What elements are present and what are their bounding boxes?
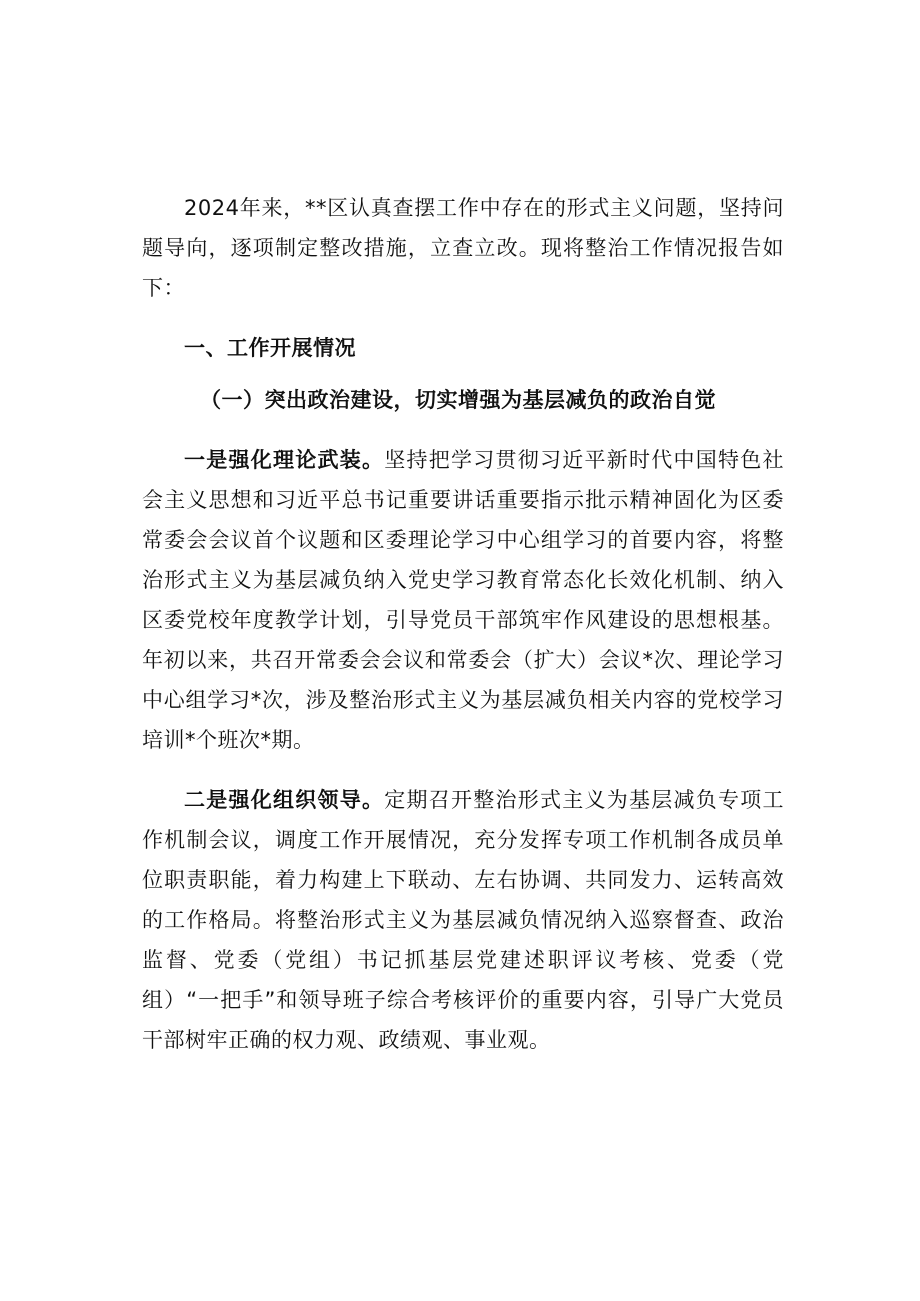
intro-paragraph: 2024年来，**区认真查摆工作中存在的形式主义问题，坚持问题导向，逐项制定整改措施，立查立改。现将整治工作情况报告如下：: [142, 196, 784, 300]
paragraph-theory-body: 坚持把学习贯彻习近平新时代中国特色社会主义思想和习近平总书记重要讲话重要指示批示精神固化为区委常委会会议首个议题和区委理论学习中心组学习的首要内容，将整治形式主义为基层减负纳入党史学习教育常态化长效化机制、纳入区委党校年度教学计划，引导党员干部筑牢作风建设的思想根基。年初以来，共召开常委会会议和常委会（扩大）会议*次、理论学习中心组学习*次，涉及整治形式主义为基层减负相关内容的党校学习培训*个班次*期。: [142, 448, 784, 752]
document-body: [142, 188, 784, 1060]
paragraph-organization: [142, 780, 784, 1060]
paragraph-theory-lead: 一是强化理论武装。: [184, 448, 385, 472]
paragraph-organization-body: 定期召开整治形式主义为基层减负专项工作机制会议，调度工作开展情况，充分发挥专项工作机制各成员单位职责职能，着力构建上下联动、左右协调、共同发力、运转高效的工作格局。将整治形式主义为基层减负情况纳入巡察督查、政治监督、党委（党组）书记抓基层党建述职评议考核、党委（党组）“一把手”和领导班子综合考核评价的重要内容，引导广大党员干部树牢正确的权力观、政绩观、事业观。: [142, 788, 784, 1052]
section-heading: 一、工作开展情况: [184, 336, 356, 360]
subsection-heading: （一）突出政治建设，切实增强为基层减负的政治自觉: [200, 388, 716, 412]
paragraph-theory: [142, 440, 784, 760]
paragraph-organization-lead: 二是强化组织领导。: [184, 788, 385, 812]
